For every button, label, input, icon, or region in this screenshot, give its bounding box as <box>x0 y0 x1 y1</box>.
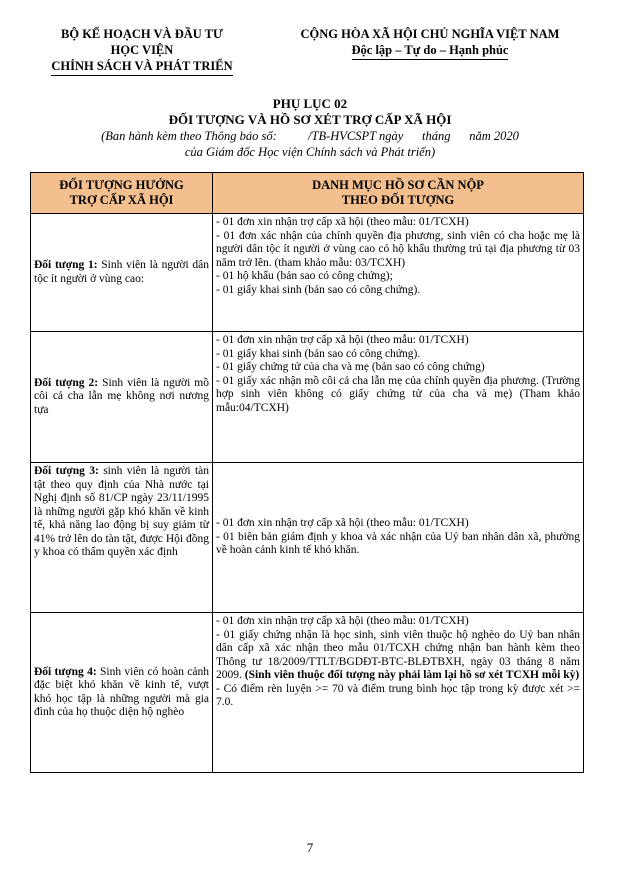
document-item: - 01 đơn xin nhận trợ cấp xã hội (theo mẫu: 01/TCXH) <box>216 216 469 228</box>
document-item: - 01 giấy khai sinh (bản sao có công chứng). <box>216 347 421 360</box>
documents-cell <box>213 332 584 463</box>
country-name: CỘNG HÒA XÃ HỘI CHỦ NGHĨA VIỆT NAM <box>300 27 560 41</box>
document-item: - 01 giấy xác nhận mồ côi cả cha lẫn mẹ của chính quyền địa phương. (Trường hợp sinh viên không có giấy chứng tử của cha và mẹ) (Tham khảo mẫu:04/TCXH) <box>216 374 580 414</box>
national-motto: Độc lập – Tự do – Hạnh phúc <box>352 42 509 60</box>
documents-cell <box>213 463 584 613</box>
target-desc: Sinh viên là người dân tộc ít người ở vùng cao: <box>34 259 209 285</box>
table-row <box>31 613 584 773</box>
documents-cell <box>213 214 584 332</box>
target-label: Đối tượng 2: <box>34 376 99 389</box>
subsidy-table <box>30 172 584 773</box>
document-item: - 01 giấy khai sinh (bản sao có công chứng). <box>216 283 421 296</box>
document-item: - Có điểm rèn luyện >= 70 và điểm trung bình học tập trong kỳ được xét >= 7.0. <box>216 682 580 708</box>
bold-note: (Sinh viên thuộc đối tượng này phải làm lại hồ sơ xét TCXH mỗi kỳ) <box>244 669 580 681</box>
document-item: - 01 đơn xin nhận trợ cấp xã hội (theo mẫu: 01/TCXH) <box>216 334 469 346</box>
table-row <box>31 214 584 332</box>
documents-cell <box>213 613 584 773</box>
header-left <box>22 26 262 76</box>
appendix-title: ĐỐI TƯỢNG VÀ HỒ SƠ XÉT TRỢ CẤP XÃ HỘI <box>168 112 452 127</box>
target-label: Đối tượng 1: <box>34 259 98 271</box>
document-item: - 01 biên bản giám định y khoa và xác nhận của Uỷ ban nhân dân xã, phường về hoàn cảnh kinh tế khó khăn. <box>216 530 580 557</box>
target-desc: Sinh viên là người mồ côi cả cha lẫn mẹ không nơi nương tựa <box>34 376 209 416</box>
target-label: Đối tượng 3: <box>34 465 99 477</box>
table-row <box>31 463 584 613</box>
target-label: Đối tượng 4: <box>34 665 97 678</box>
target-cell <box>31 332 213 463</box>
col-header-target: ĐỐI TƯỢNG HƯỞNG TRỢ CẤP XÃ HỘI <box>31 173 213 214</box>
table-row <box>31 332 584 463</box>
document-item: - 01 đơn xác nhận của chính quyền địa phương, sinh viên có cha hoặc mẹ là người dân tộc ít người ở vùng cao có hộ khẩu thường trú tại địa phương từ 03 năm trở lên. (tham khảo mẫu: 03/TCXH) <box>216 229 580 269</box>
document-item: - 01 giấy chứng nhận là học sinh, sinh viên thuộc hộ nghèo do Uỷ ban nhân dân cấp xã xác nhận theo mẫu 01/TCXH chứng nhận ban hành kèm theo Thông tư 18/2009/TTLT/BGDĐT-BTC-BLĐTBXH, ngày 03 tháng 8 năm 2009. (Sinh viên thuộc đối tượng này phải làm lại hồ sơ xét TCXH mỗi kỳ) <box>216 628 580 681</box>
document-item: - 01 đơn xin nhận trợ cấp xã hội (theo mẫu: 01/TCXH) <box>216 615 469 627</box>
target-cell <box>31 463 213 613</box>
appendix-subtitle-1: (Ban hành kèm theo Thông báo số: /TB-HVCSPT ngày tháng năm 2020 <box>101 129 519 143</box>
target-cell <box>31 613 213 773</box>
page-number: 7 <box>306 840 314 855</box>
appendix-label: PHỤ LỤC 02 <box>272 96 348 111</box>
table-header-row <box>31 173 584 214</box>
document-item: - 01 hộ khẩu (bản sao có công chứng); <box>216 270 393 282</box>
target-cell <box>31 214 213 332</box>
target-desc: sinh viên là người tàn tật theo quy định của Nhà nước tại Nghị định số 81/CP ngày 23/11/1995 là những người gặp khó khăn về kinh tế, khả năng lao động bị suy giảm từ 41% trở lên do tàn tật, được Hội đồng y khoa có thẩm quyền xác định <box>34 465 210 558</box>
document-item: - 01 đơn xin nhận trợ cấp xã hội (theo mẫu: 01/TCXH) <box>216 517 469 530</box>
academy-name: CHÍNH SÁCH VÀ PHÁT TRIỂN <box>51 58 232 76</box>
document-item: - 01 giấy chứng tử của cha và mẹ (bản sao có công chứng) <box>216 361 485 373</box>
appendix-subtitle-2: của Giám đốc Học viện Chính sách và Phát triển) <box>184 145 436 159</box>
target-desc: Sinh viên có hoàn cảnh đặc biệt khó khăn về kinh tế, vượt khó học tập là những người mà gia đình của họ thuộc diện hộ nghèo <box>34 665 210 718</box>
header-right <box>262 26 598 60</box>
col-header-documents: DANH MỤC HỒ SƠ CẦN NỘP THEO ĐỐI TƯỢNG <box>213 173 584 214</box>
academy-label: HỌC VIỆN <box>110 43 174 57</box>
ministry-name: BỘ KẾ HOẠCH VÀ ĐẦU TƯ <box>61 27 223 41</box>
